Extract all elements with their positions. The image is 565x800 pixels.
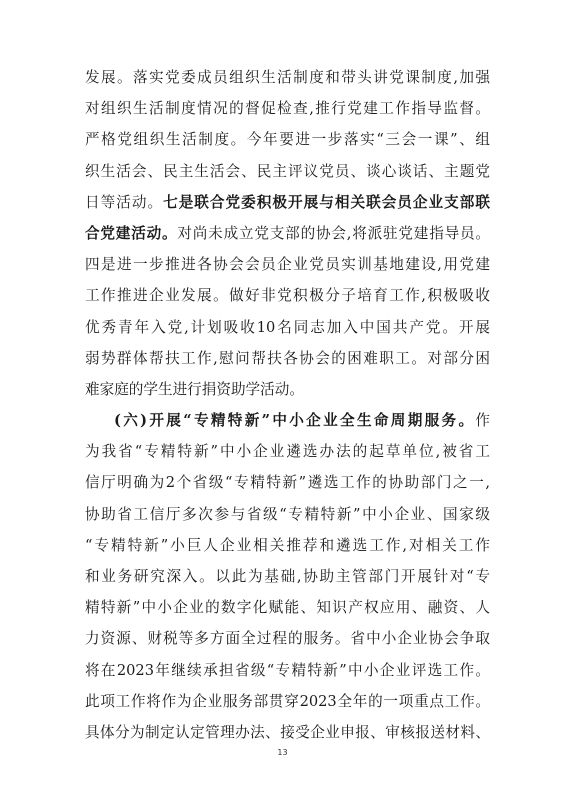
text-run: 优秀青年入党,计划吸收10名同志加入中国共产党。开展 xyxy=(85,318,490,336)
text-line xyxy=(85,655,490,686)
text-run: 为我省“专精特新”中小企业遴选办法的起草单位,被省工 xyxy=(85,443,490,461)
text-run: 将在2023年继续承担省级“专精特新”中小企业评选工作。 xyxy=(85,661,490,679)
text-run: 四是进一步推进各协会会员企业党员实训基地建设,用党建 xyxy=(85,256,490,274)
text-run: 发展。落实党委成员组织生活制度和带头讲党课制度,加强 xyxy=(85,69,490,86)
text-run: 工作推进企业发展。做好非党积极分子培育工作,积极吸收 xyxy=(85,287,490,305)
text-line xyxy=(85,686,490,717)
bold-text-run: 七是联合党委积极开展与相关联会员企业支部联 xyxy=(163,193,490,211)
text-run: 日等活动。 xyxy=(85,193,164,211)
text-line xyxy=(85,530,490,561)
text-run: 协助省工信厅多次参与省级“专精特新”中小企业、国家级 xyxy=(85,505,490,523)
text-run: 难家庭的学生进行捐资助学活动。 xyxy=(85,380,304,398)
text-line xyxy=(85,187,490,218)
text-line xyxy=(85,93,490,124)
text-run: 严格党组织生活制度。今年要进一步落实“三会一课”、组 xyxy=(85,131,490,149)
text-run: “专精特新”小巨人企业相关推荐和遴选工作,对相关工作 xyxy=(85,536,490,554)
text-run: 对尚未成立党支部的协会,将派驻党建指导员。 xyxy=(177,224,490,242)
text-run: 此项工作将作为企业服务部贯穿2023全年的一项重点工作。 xyxy=(85,692,490,710)
text-run: 弱势群体帮扶工作,慰问帮扶各协会的困难职工。对部分困 xyxy=(85,349,490,367)
text-line xyxy=(85,467,490,498)
text-line xyxy=(85,280,490,311)
text-line xyxy=(85,561,490,592)
text-line xyxy=(85,62,490,93)
text-run: 对组织生活制度情况的督促检查,推行党建工作指导监督。 xyxy=(85,100,490,118)
text-line xyxy=(85,374,490,405)
text-line xyxy=(85,499,490,530)
text-line xyxy=(85,218,490,249)
bold-text-run: 合党建活动。 xyxy=(85,224,178,242)
text-run: 信厅明确为2个省级“专精特新”遴选工作的协助部门之一, xyxy=(85,474,490,492)
text-run: 织生活会、民主生活会、民主评议党员、谈心谈话、主题党 xyxy=(85,162,490,180)
text-run: 和业务研究深入。以此为基础,协助主管部门开展针对“专 xyxy=(85,568,490,585)
text-line xyxy=(85,156,490,187)
text-line xyxy=(85,623,490,654)
text-run: 精特新”中小企业的数字化赋能、知识产权应用、融资、人 xyxy=(85,599,490,617)
text-run: 作 xyxy=(475,412,490,430)
text-run: 具体分为制定认定管理办法、接受企业申报、审核报送材料、 xyxy=(85,723,490,741)
text-run: 力资源、财税等多方面全过程的服务。省中小企业协会争取 xyxy=(85,630,490,648)
text-line xyxy=(85,124,490,155)
text-line xyxy=(85,405,490,436)
section-heading: (六)开展“专精特新”中小企业全生命周期服务。 xyxy=(114,412,476,430)
text-line xyxy=(85,312,490,343)
page-number: 13 xyxy=(277,748,288,757)
body-text xyxy=(85,62,490,748)
text-line xyxy=(85,343,490,374)
text-line xyxy=(85,436,490,467)
text-line xyxy=(85,249,490,280)
text-line xyxy=(85,717,490,748)
text-line xyxy=(85,592,490,623)
